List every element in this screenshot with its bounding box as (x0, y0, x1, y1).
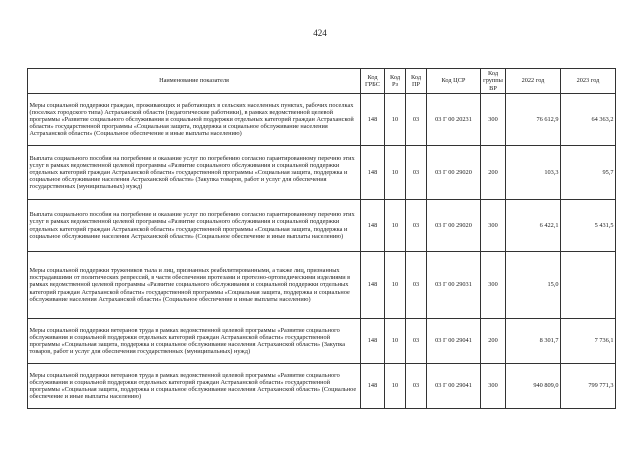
cell-2023: 799 771,3 (561, 364, 616, 409)
cell-2022: 6 422,1 (506, 200, 561, 252)
cell-vr: 200 (481, 146, 506, 200)
cell-vr: 300 (481, 364, 506, 409)
table-row (28, 200, 616, 252)
cell-name: Меры социальной поддержки тружеников тыла и лиц, признанных реабилитированными, а также лиц, признанных пострадавшими от политических репрессий, в части обеспечения протезами и протезно-ортопедическими изделиями в рамках ведомственной целевой программы «Развитие социального обслуживания и социальной поддержки отдельных категорий граждан Астраханской области» государственной программы «Социальная защита, поддержка и социальное обслуживание населения Астраханской области» (Социальное обеспечение и иные выплаты населению) (28, 252, 361, 319)
cell-2023: 64 363,2 (561, 94, 616, 146)
cell-rz: 10 (385, 252, 406, 319)
cell-vr: 300 (481, 94, 506, 146)
cell-csr: 03 Г 00 29031 (427, 252, 481, 319)
table-row (28, 364, 616, 409)
cell-2023: 5 431,5 (561, 200, 616, 252)
cell-csr: 03 Г 00 29041 (427, 319, 481, 364)
header-grbs: Код ГРБС (361, 69, 385, 94)
cell-pr: 03 (406, 94, 427, 146)
cell-name: Меры социальной поддержки ветеранов труда в рамках ведомственной целевой программы «Развитие социального обслуживания и социальной поддержки отдельных категорий граждан Астраханской области» государственной программы «Социальная защита, поддержка и социальное обслуживание населения Астраханской области» (Социальное обеспечение и иные выплаты населению) (28, 364, 361, 409)
cell-pr: 03 (406, 252, 427, 319)
cell-2023 (561, 252, 616, 319)
cell-grbs: 148 (361, 146, 385, 200)
header-rz: Код Рз (385, 69, 406, 94)
cell-pr: 03 (406, 364, 427, 409)
table-row (28, 319, 616, 364)
cell-2023: 7 736,1 (561, 319, 616, 364)
cell-csr: 03 Г 00 29020 (427, 146, 481, 200)
table-row (28, 252, 616, 319)
header-pr: Код ПР (406, 69, 427, 94)
header-2022: 2022 год (506, 69, 561, 94)
page-number: 424 (313, 28, 327, 38)
cell-vr: 300 (481, 200, 506, 252)
header-csr: Код ЦСР (427, 69, 481, 94)
cell-vr: 200 (481, 319, 506, 364)
cell-rz: 10 (385, 94, 406, 146)
cell-csr: 03 Г 00 29020 (427, 200, 481, 252)
cell-csr: 03 Г 00 20231 (427, 94, 481, 146)
header-2023: 2023 год (561, 69, 616, 94)
cell-rz: 10 (385, 200, 406, 252)
cell-name: Выплата социального пособия на погребение и оказание услуг по погребению согласно гарантированному перечню этих услуг в рамках ведомственной целевой программы «Развитие социального обслуживания и социальной поддержки отдельных категорий граждан Астраханской области» государственной программы «Социальная защита, поддержка и социальное обслуживание населения Астраханской области» (Закупка товаров, работ и услуг для обеспечения государственных (муниципальных) нужд) (28, 146, 361, 200)
header-name: Наименование показателя (28, 69, 361, 94)
cell-pr: 03 (406, 319, 427, 364)
cell-2022: 76 612,9 (506, 94, 561, 146)
cell-2022: 103,3 (506, 146, 561, 200)
header-vr: Код группы ВР (481, 69, 506, 94)
cell-grbs: 148 (361, 319, 385, 364)
cell-vr: 300 (481, 252, 506, 319)
cell-name: Выплата социального пособия на погребение и оказание услуг по погребению согласно гарантированному перечню этих услуг в рамках ведомственной целевой программы «Развитие социального обслуживания и социальной поддержки отдельных категорий граждан Астраханской области» государственной программы «Социальная защита, поддержка и социальное обслуживание населения Астраханской области» (Социальное обеспечение и иные выплаты населению) (28, 200, 361, 252)
table-header-row (28, 69, 616, 94)
table-row (28, 146, 616, 200)
cell-name: Меры социальной поддержки граждан, проживающих и работающих в сельских населенных пунктах, рабочих поселках (поселках городского типа) Астраханской области (педагогические работники), в рамках ведомственной целевой программы «Развитие социального обслуживания и социальной поддержки отдельных категорий граждан Астраханской области» государственной программы «Социальная защита, поддержка и социальное обслуживание населения Астраханской области» (Социальное обеспечение и иные выплаты населению) (28, 94, 361, 146)
cell-grbs: 148 (361, 94, 385, 146)
cell-2022: 940 809,0 (506, 364, 561, 409)
cell-pr: 03 (406, 146, 427, 200)
cell-rz: 10 (385, 319, 406, 364)
cell-grbs: 148 (361, 200, 385, 252)
cell-grbs: 148 (361, 252, 385, 319)
cell-2022: 8 301,7 (506, 319, 561, 364)
cell-2022: 15,0 (506, 252, 561, 319)
cell-grbs: 148 (361, 364, 385, 409)
cell-name: Меры социальной поддержки ветеранов труда в рамках ведомственной целевой программы «Развитие социального обслуживания и социальной поддержки отдельных категорий граждан Астраханской области» государственной программы «Социальная защита, поддержка и социальное обслуживание населения Астраханской области» (Закупка товаров, работ и услуг для обеспечения государственных (муниципальных) нужд) (28, 319, 361, 364)
cell-csr: 03 Г 00 29041 (427, 364, 481, 409)
budget-table (27, 68, 616, 409)
cell-rz: 10 (385, 146, 406, 200)
cell-pr: 03 (406, 200, 427, 252)
table-row (28, 94, 616, 146)
cell-rz: 10 (385, 364, 406, 409)
cell-2023: 95,7 (561, 146, 616, 200)
